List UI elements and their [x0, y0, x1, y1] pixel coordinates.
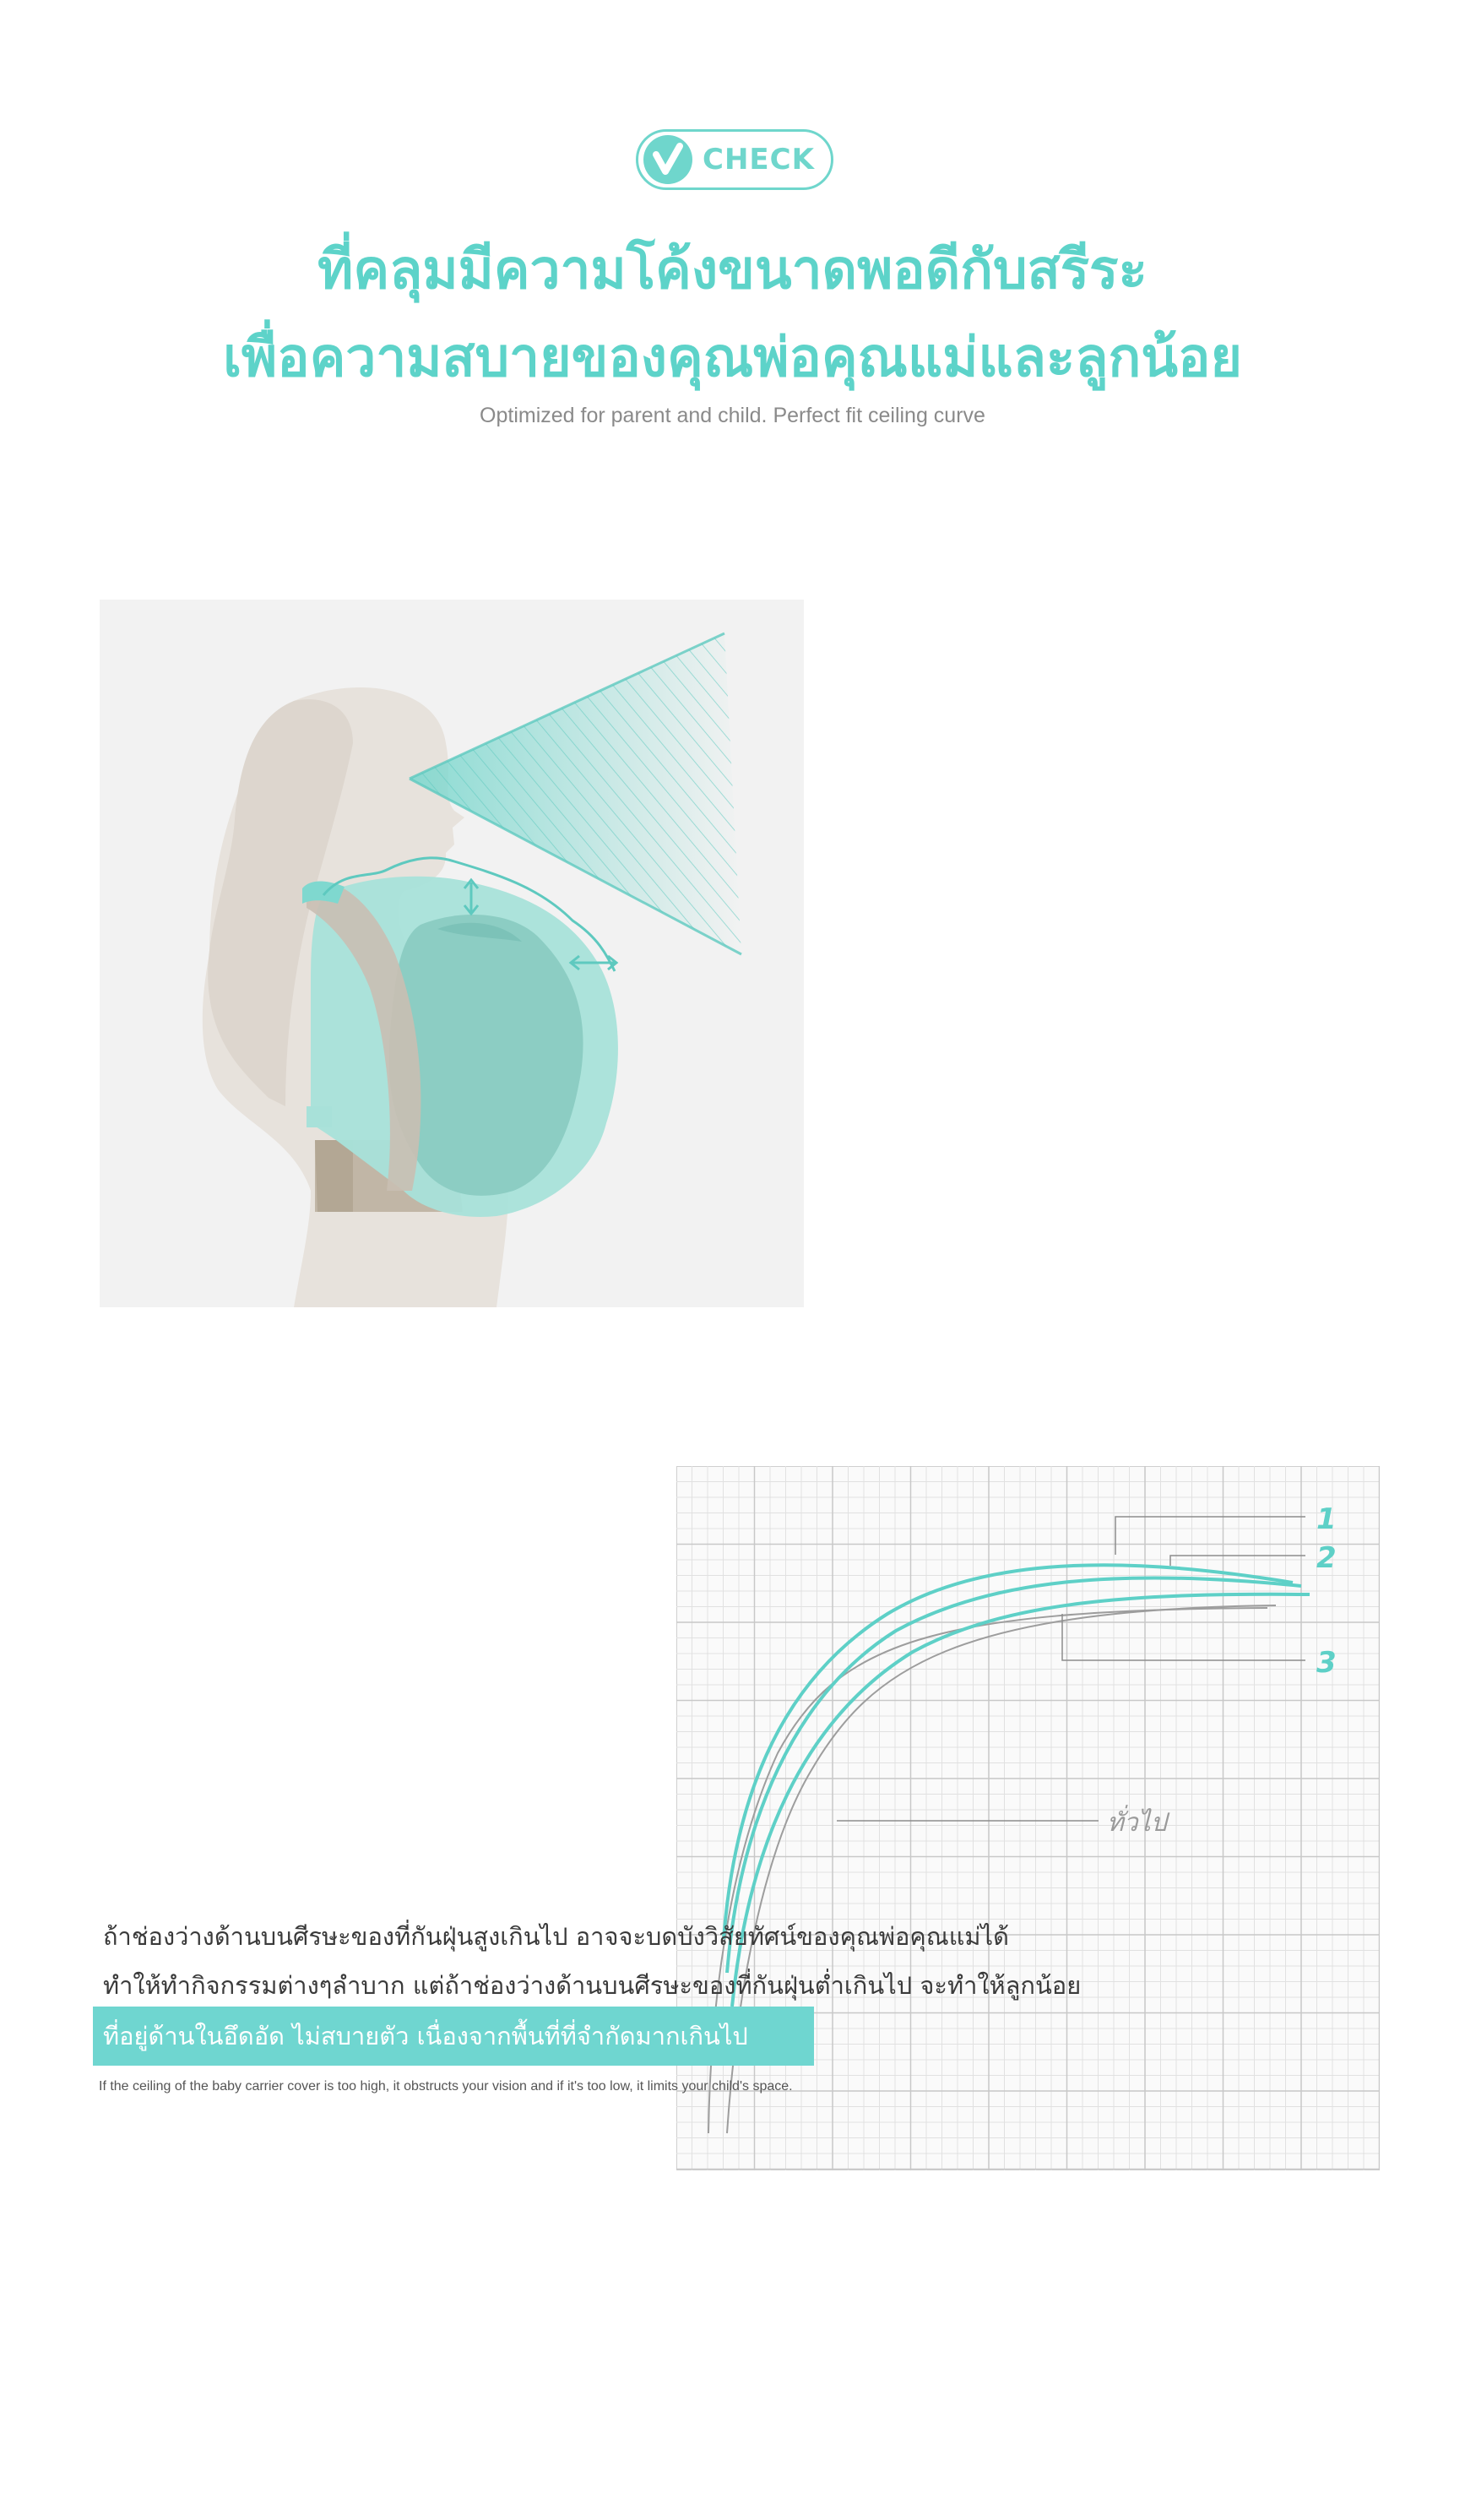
- description-highlight: ที่อยู่ด้านในอึดอัด ไม่สบายตัว เนื่องจากพื้นที่ที่จำกัดมากเกินไป: [103, 2022, 748, 2050]
- carrier-illustration: [100, 600, 804, 1307]
- curve-label-2: 2: [1316, 1541, 1337, 1575]
- curve-label-1: 1: [1316, 1502, 1337, 1536]
- check-icon: [643, 135, 692, 184]
- description-line-1: ถ้าช่องว่างด้านบนศีรษะของที่กันฝุ่นสูงเกินไป อาจจะบดบังวิสัยทัศน์ของคุณพ่อคุณแม่ได้: [103, 1922, 1009, 1951]
- badge-label: CHECK: [703, 143, 815, 177]
- subtitle: Optimized for parent and child. Perfect fit ceiling curve: [480, 404, 985, 427]
- check-badge: [636, 129, 833, 190]
- highlight-box: [93, 2007, 814, 2066]
- description-line-2: ทำให้ทำกิจกรรมต่างๆลำบาก แต่ถ้าช่องว่างด้านบนศีรษะของที่กันฝุ่นต่ำเกินไป จะทำให้ลูกน้อย: [103, 1971, 1082, 2000]
- headline-line-2: เพื่อความสบายของคุณพ่อคุณแม่และลูกน้อย: [223, 327, 1242, 389]
- headline-line-1: ที่คลุมมีความโค้งขนาดพอดีกับสรีระ: [317, 239, 1148, 301]
- curve-label-3: 3: [1316, 1646, 1337, 1680]
- english-caption: If the ceiling of the baby carrier cover is too high, it obstructs your vision and if it's too low, it limits your child's space.: [99, 2079, 793, 2094]
- curve-label-general: ทั่วไป: [1107, 1808, 1167, 1838]
